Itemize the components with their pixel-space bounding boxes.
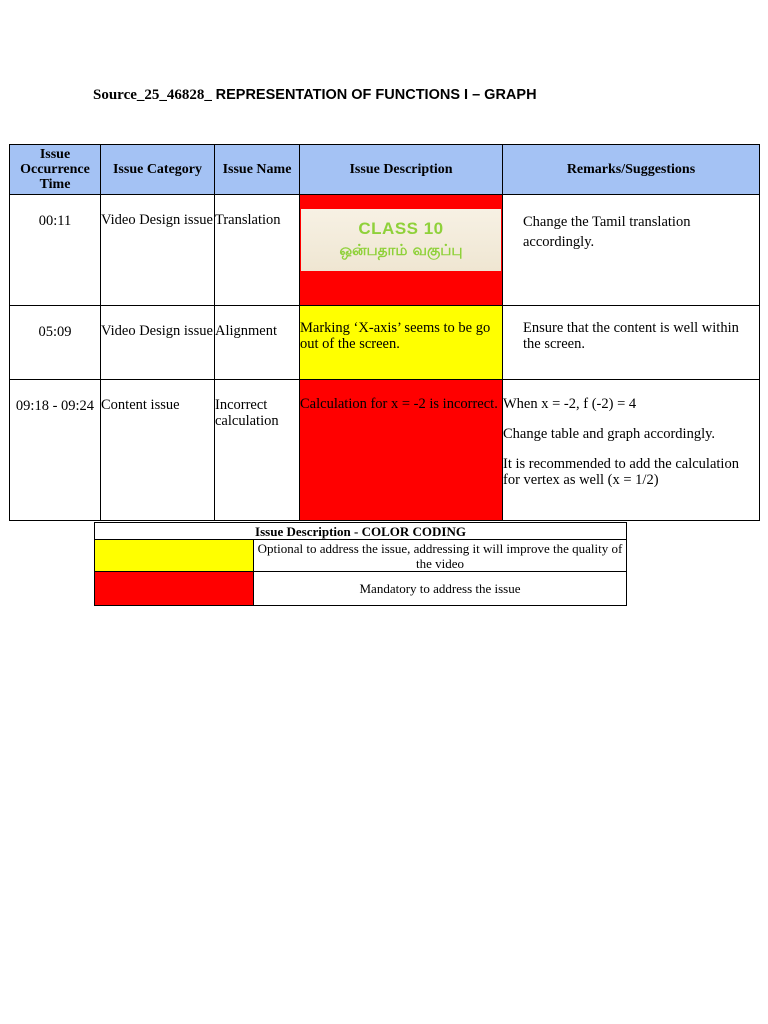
issue-description-screenshot [300, 195, 503, 306]
issue-category: Video Design issue [101, 195, 215, 306]
remarks: Ensure that the content is well within the screen. [503, 306, 760, 380]
legend-title: Issue Description - COLOR CODING [95, 523, 627, 540]
remarks: Change the Tamil translation accordingly. [503, 195, 760, 306]
thumbnail-class-text: CLASS 10 [358, 219, 444, 238]
remark-line: It is recommended to add the calculation for vertex as well (x = 1/2) [503, 456, 739, 488]
remarks [503, 380, 760, 521]
occurrence-time: 00:11 [10, 195, 101, 306]
header-issue-category: Issue Category [101, 145, 215, 195]
issue-description: Calculation for x = -2 is incorrect. [300, 380, 503, 521]
issue-category: Video Design issue [101, 306, 215, 380]
table-row [10, 380, 760, 521]
remark-line: When x = -2, f (-2) = 4 [503, 396, 637, 412]
thumbnail-tamil-text: ஒன்பதாம் வகுப்பு [339, 241, 463, 259]
source-id: Source_25_46828_ [93, 87, 212, 103]
issues-table [9, 144, 760, 521]
remark-line: Change table and graph accordingly. [503, 426, 716, 442]
document-title [93, 87, 537, 104]
legend-swatch-yellow [95, 540, 254, 572]
header-issue-description: Issue Description [300, 145, 503, 195]
header-remarks: Remarks/Suggestions [503, 145, 760, 195]
table-header-row [10, 145, 760, 195]
header-occurrence-time: Issue Occurrence Time [10, 145, 101, 195]
legend-item [95, 572, 627, 606]
color-coding-legend [94, 522, 627, 606]
issue-description: Marking ‘X-axis’ seems to be go out of the screen. [300, 306, 503, 380]
legend-text: Mandatory to address the issue [254, 572, 627, 606]
occurrence-time: 09:18 - 09:24 [10, 380, 101, 521]
occurrence-time: 05:09 [10, 306, 101, 380]
header-issue-name: Issue Name [215, 145, 300, 195]
legend-item [95, 540, 627, 572]
issue-name: Translation [215, 195, 300, 306]
issue-name: Incorrect calculation [215, 380, 300, 521]
video-frame-thumbnail [301, 209, 501, 271]
table-row [10, 306, 760, 380]
issue-name: Alignment [215, 306, 300, 380]
table-row [10, 195, 760, 306]
legend-text: Optional to address the issue, addressing it will improve the quality of the video [254, 540, 627, 572]
title-text: REPRESENTATION OF FUNCTIONS I – GRAPH [215, 87, 537, 103]
legend-swatch-red [95, 572, 254, 606]
issue-category: Content issue [101, 380, 215, 521]
